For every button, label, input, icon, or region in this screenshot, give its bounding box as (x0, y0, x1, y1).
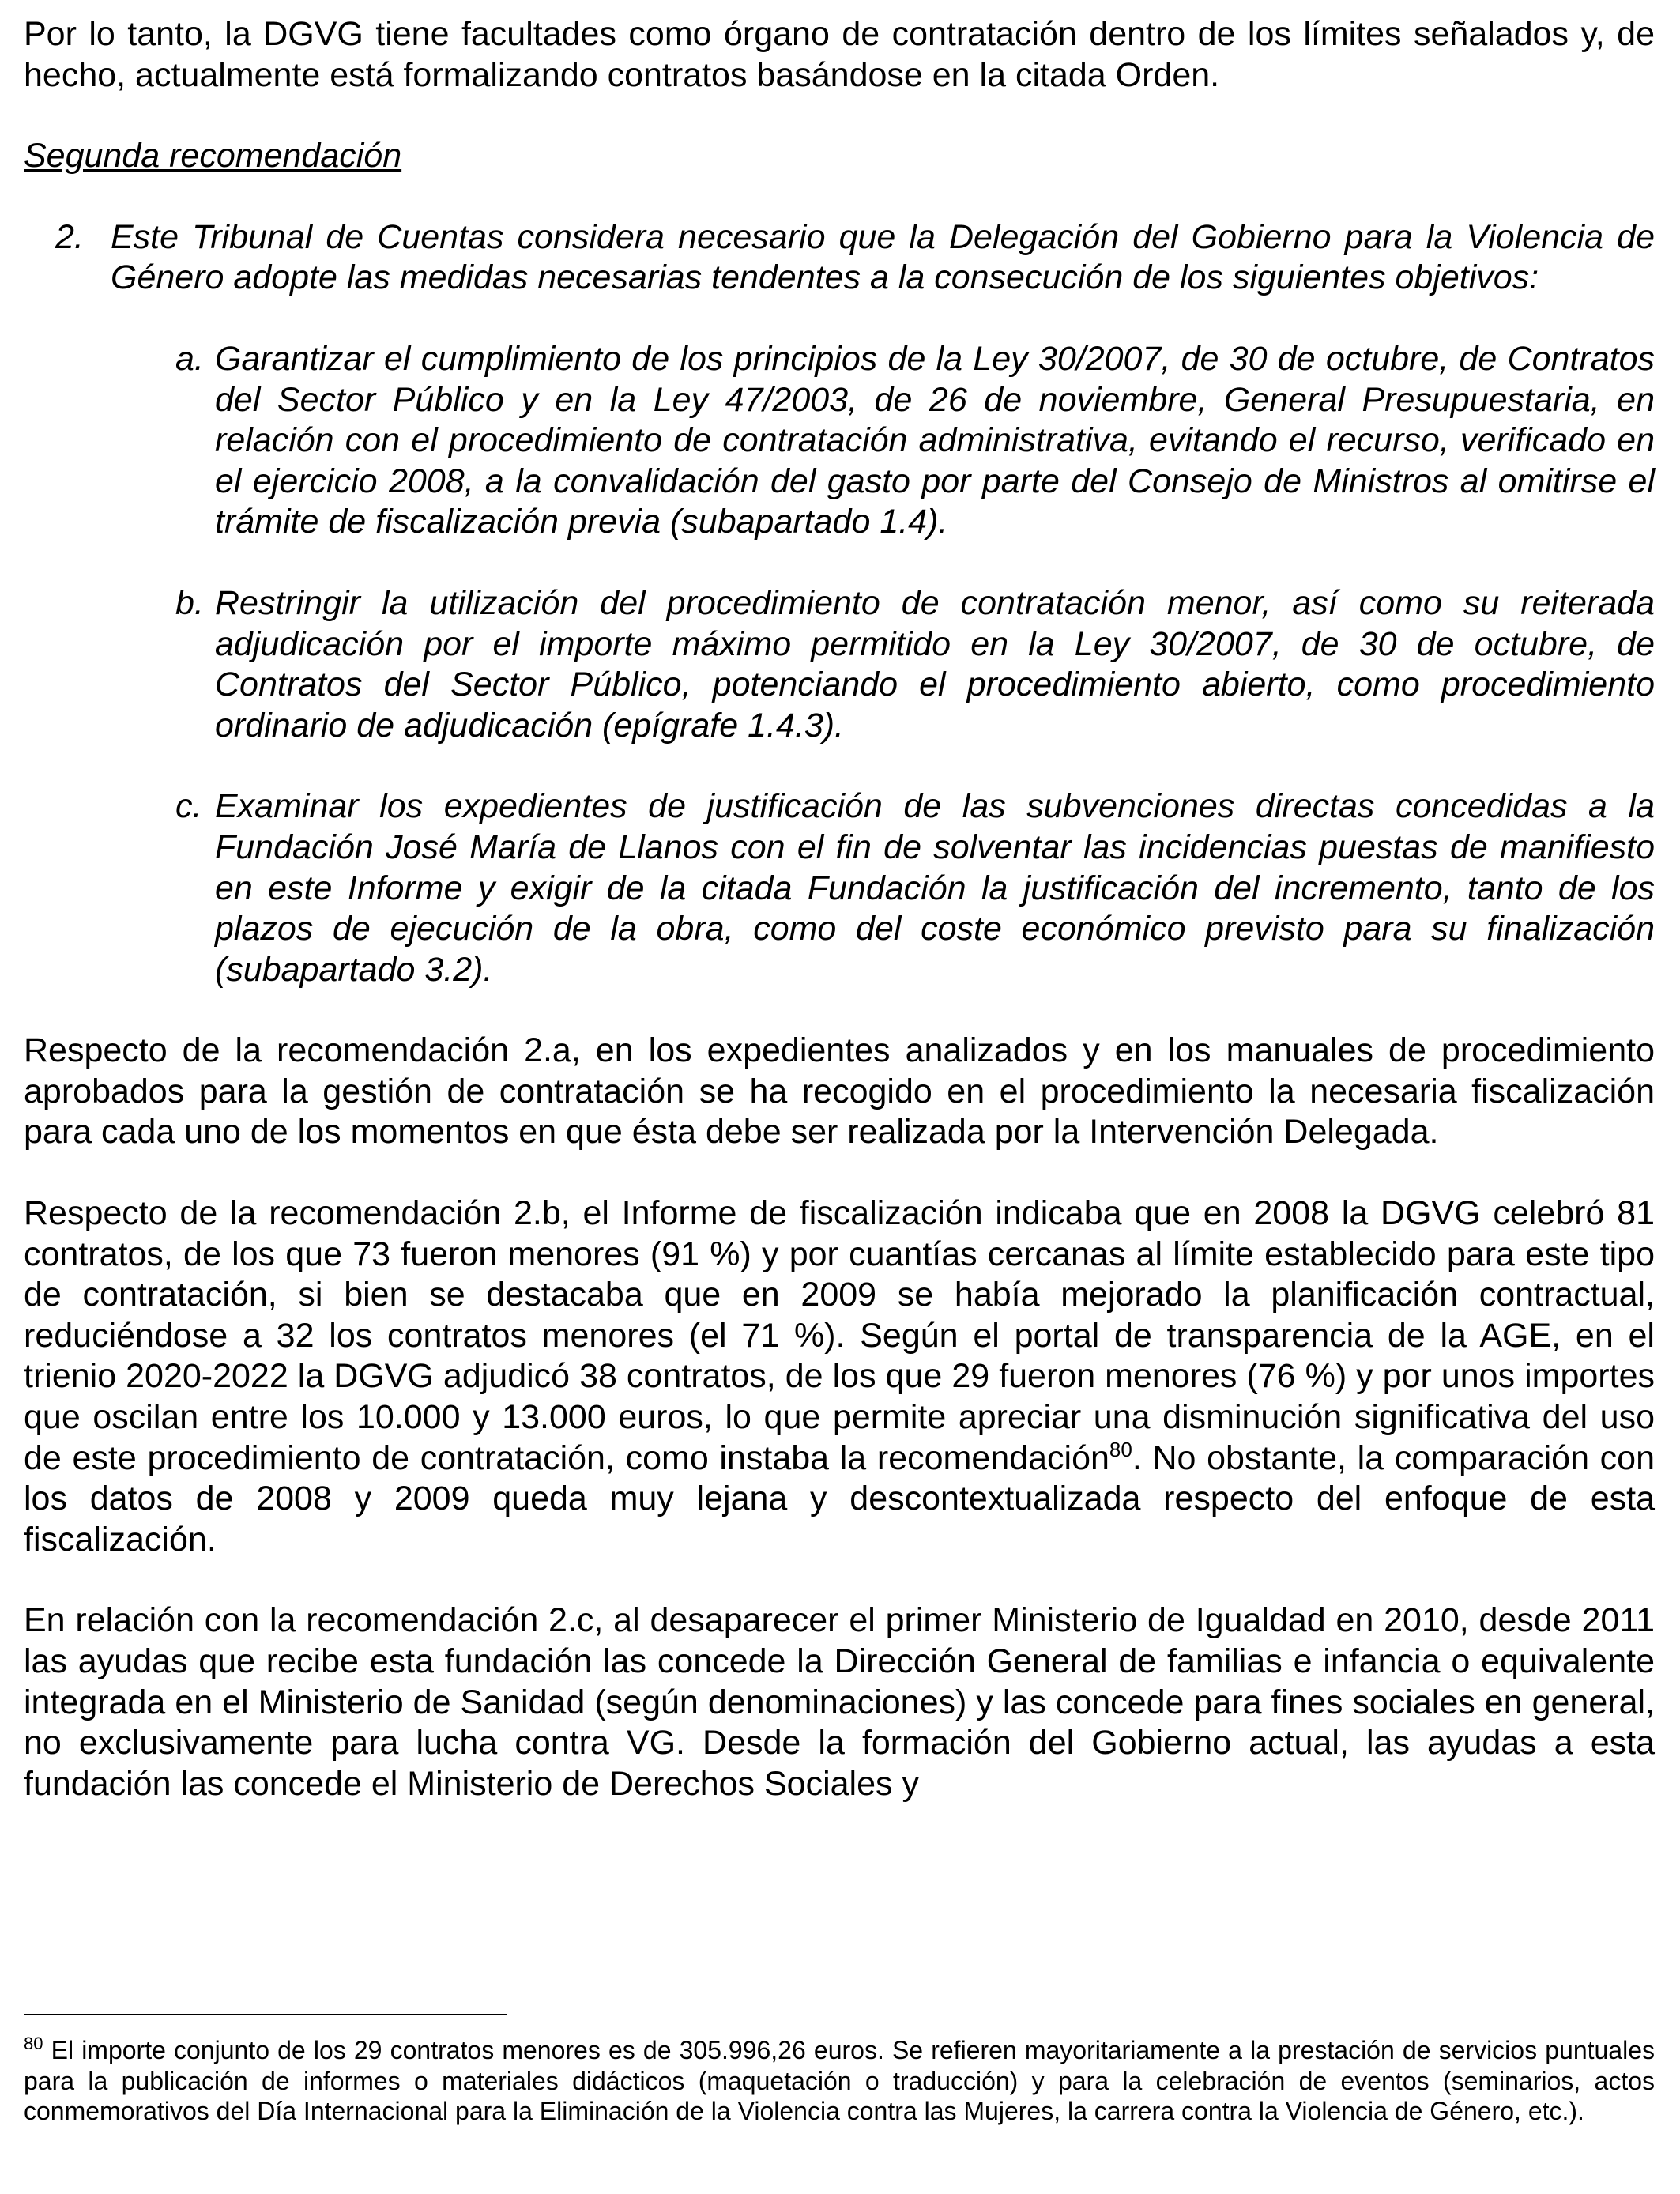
footnote-number: 80 (24, 2034, 43, 2053)
sub-item-letter: a. (175, 339, 204, 378)
footnote (24, 2035, 1655, 2127)
sub-item-a (150, 339, 1655, 543)
sub-item-letter: b. (175, 583, 204, 622)
sub-item-b (150, 583, 1655, 746)
section-heading: Segunda recomendación (24, 137, 402, 175)
sub-item-text: Garantizar el cumplimiento de los principios de la Ley 30/2007, de 30 de octubre, de Contratos del Sector Público y en la Ley 47/2003, de 26 de noviembre, General Presupuestaria, en relación con el procedimiento de contratación administrativa, evitando el recurso, verificado en el ejercicio 2008, a la convalidación del gasto por parte del Consejo de Ministros al omitirse el trámite de fiscalización previa (subapartado 1.4). (215, 339, 1655, 541)
footnote-text-block (24, 2035, 1655, 2127)
recommendation-2 (55, 217, 1655, 299)
sub-item-letter: c. (175, 787, 202, 826)
paragraph-2b-text-end: . No obstante, la comparación con los datos de 2008 y 2009 queda muy lejana y descontextualizada respecto del enfoque de esta fiscalización. (24, 1438, 1655, 1559)
sub-item-c (150, 786, 1655, 990)
sub-item-text: Restringir la utilización del procedimiento de contratación menor, así como su reiterada adjudicación por el importe máximo permitido en la Ley 30/2007, de 30 de octubre, de Contratos del Sector Público, potenciando el procedimiento abierto, como procedimiento ordinario de adjudicación (epígrafe 1.4.3). (215, 583, 1655, 745)
paragraph-intro: Por lo tanto, la DGVG tiene facultades como órgano de contratación dentro de los límites señalados y, de hecho, actualmente está formalizando contratos basándose en la citada Orden. (24, 15, 1655, 94)
recommendation-number: 2. (55, 217, 84, 256)
footnote-divider (24, 2014, 507, 2015)
document-body (24, 14, 1655, 1804)
recommendation-text: Este Tribunal de Cuentas considera necesario que la Delegación del Gobierno para la Violencia de Género adopte las medidas necesarias tendentes a la consecución de los siguientes objetivos: (111, 217, 1655, 297)
paragraph-recommendation-2c: En relación con la recomendación 2.c, al desaparecer el primer Ministerio de Igualdad en 2010, desde 2011 las ayudas que recibe esta fundación las concede la Dirección General de familias e infancia o equivalente integrada en el Ministerio de Sanidad (según denominaciones) y las concede para fines sociales en general, no exclusivamente para lucha contra VG. Desde la formación del Gobierno actual, las ayudas a esta fundación las concede el Ministerio de Derechos Sociales y (24, 1601, 1655, 1803)
footnote-reference[interactable]: 80 (1109, 1437, 1132, 1461)
paragraph-recommendation-2a: Respecto de la recomendación 2.a, en los expedientes analizados y en los manuales de procedimiento aprobados para la gestión de contratación se ha recogido en el procedimiento la necesaria fiscalización para cada uno de los momentos en que ésta debe ser realizada por la Intervención Delegada. (24, 1031, 1655, 1152)
paragraph-recommendation-2b (24, 1193, 1655, 1560)
sub-item-text: Examinar los expedientes de justificación de las subvenciones directas concedidas a la Fundación José María de Llanos con el fin de solventar las incidencias puestas de manifiesto en este Informe y exigir de la citada Fundación la justificación del incremento, tanto de los plazos de ejecución de la obra, como del coste económico previsto para su finalización (subapartado 3.2). (215, 787, 1655, 989)
footnote-text: El importe conjunto de los 29 contratos menores es de 305.996,26 euros. Se refieren mayoritariamente a la prestación de servicios puntuales para la publicación de informes o materiales didácticos (maquetación o traducción) y para la celebración de eventos (seminarios, actos conmemorativos del Día Internacional para la Eliminación de la Violencia contra las Mujeres, la carrera contra la Violencia de Género, etc.). (24, 2036, 1655, 2125)
paragraph-2b-text: Respecto de la recomendación 2.b, el Informe de fiscalización indicaba que en 2008 la DGVG celebró 81 contratos, de los que 73 fueron menores (91 %) y por cuantías cercanas al límite establecido para este tipo de contratación, si bien se destacaba que en 2009 se había mejorado la planificación contractual, reduciéndose a 32 los contratos menores (el 71 %). Según el portal de transparencia de la AGE, en el trienio 2020-2022 la DGVG adjudicó 38 contratos, de los que 29 fueron menores (76 %) y por unos importes que oscilan entre los 10.000 y 13.000 euros, lo que permite apreciar una disminución significativa del uso de este procedimiento de contratación, como instaba la recomendación (24, 1194, 1655, 1477)
